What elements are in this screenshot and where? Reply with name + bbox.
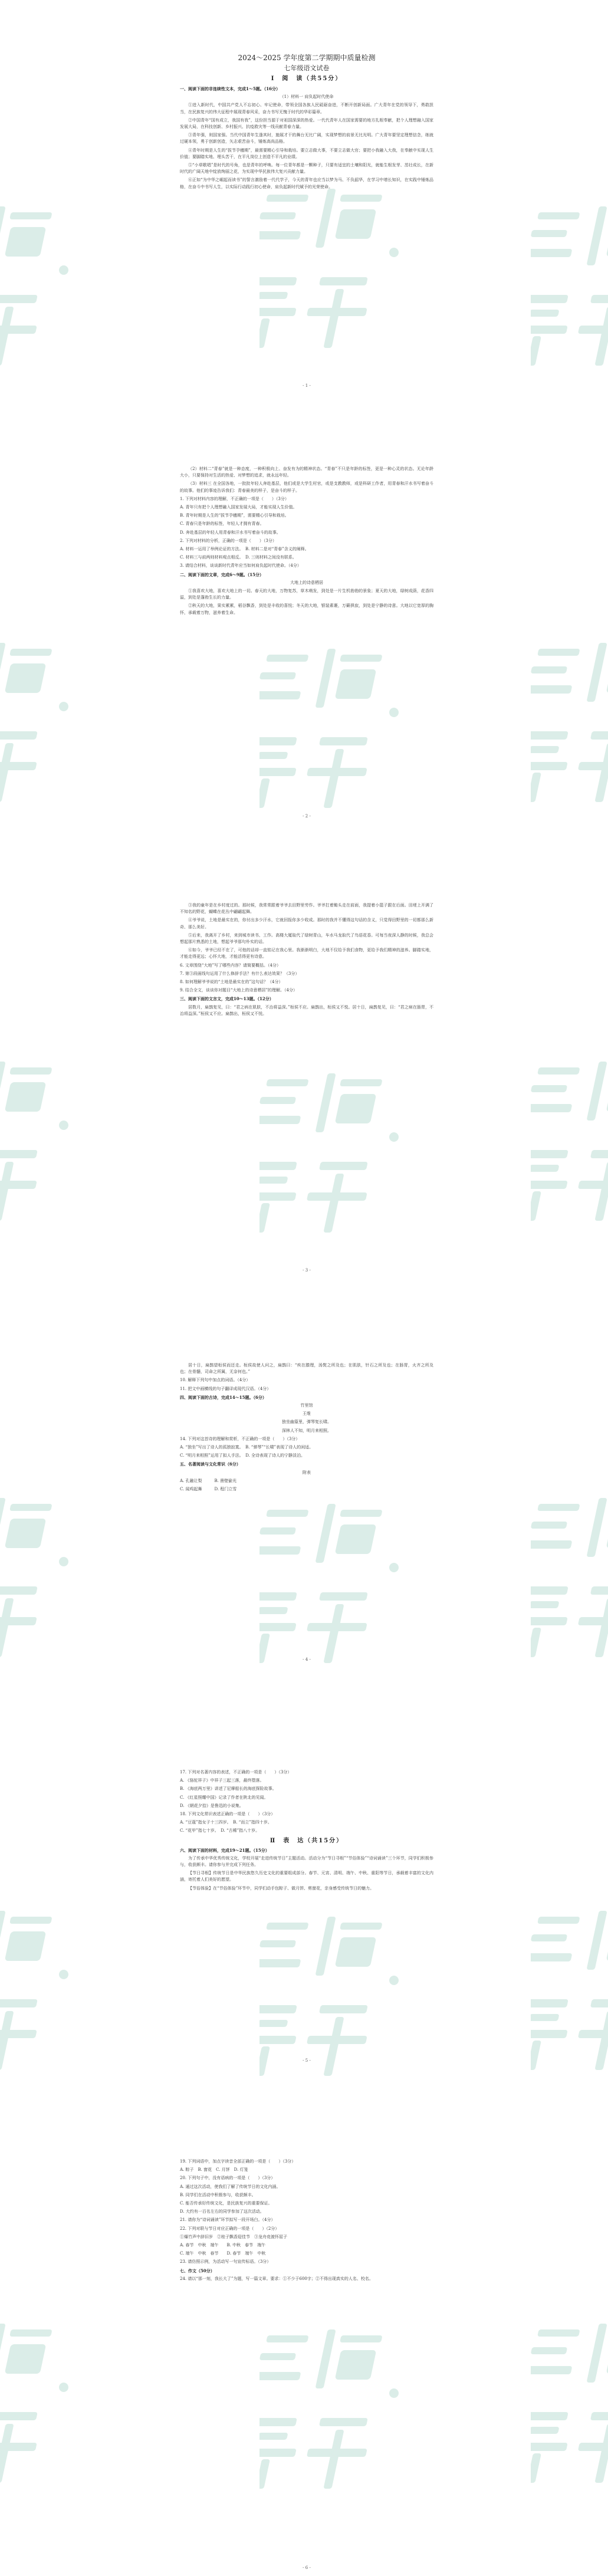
page-5-content	[180, 1769, 433, 2063]
paragraph: ①进入新时代，中国共产党人不忘初心、牢记使命，带领全国各族人民砥砺奋进，不断开创新局面。广大青年在党的领导下，勇敢担当，在民族复兴的伟大征程中展现青春风采，奋力书写无愧于时代的华彩篇章。	[180, 103, 433, 114]
paragraph: 居十日，扁鹊望桓侯而还走。桓侯故使人问之，扁鹊曰：“疾在腠理，汤熨之所及也；在肌肤，针石之所及也；在肠胃，火齐之所及也；在骨髓，司命之所属，无奈何也。”	[180, 1363, 433, 1375]
paragraph: Ⅱ 表 达（共15分）	[270, 1837, 344, 1844]
paragraph: （2）材料二“青春”就是一种态度，一种积极向上、奋发有为的精神状态。“青春”不只是年龄的标签，更是一种心灵的状态。无论年龄大小，只要保持对生活的热爱、对梦想的追求，就永远年轻。	[180, 466, 433, 478]
paragraph: C. 端午 中秋 春节 D. 春节 端午 中秋	[180, 2251, 266, 2256]
paragraph: A. 《骆驼祥子》中祥子三起三落，最终堕落。	[180, 1778, 264, 1783]
paragraph: ③我的童年是在乡村度过的。那时候，我常常跟着爷爷去田野里劳作。爷爷扛着锄头走在前面，我提着小篮子跟在后面。田埂上开满了不知名的野花，蝴蝶在花丛中翩翩起舞。	[180, 903, 433, 915]
page-number: - 4 -	[303, 1657, 311, 1662]
watermark-logo	[0, 2312, 83, 2489]
page-number: - 2 -	[303, 814, 311, 819]
paragraph: ③青年强，则国家强。当代中国青年生逢其时，施展才干的舞台无比广阔，实现梦想的前景无比光明。广大青年要坚定理想信念，练就过硬本领，勇于创新创造，矢志艰苦奋斗，锤炼高尚品格。	[180, 133, 433, 144]
watermark-logo	[531, 1899, 608, 2076]
paragraph: A. 通过这次活动，使我们了解了传统节日的文化内涵。	[180, 2184, 281, 2189]
watermark-logo	[531, 631, 608, 808]
paragraph: （3）材料三 在全国各地，一批批年轻人奔赴基层，他们或是大学生村官，或是支教教师，或是科研工作者，用青春和汗水书写着奋斗的故事。他们的事迹告诉我们：青春最美的样子，是奋斗的样子。	[180, 481, 433, 493]
paragraph: 8. 如何理解爷爷说的“土地是最实在的”这句话？（4分）	[180, 980, 283, 985]
paragraph: C. 《红星照耀中国》记录了作者在陕北的见闻。	[180, 1795, 268, 1800]
paragraph: 为了传承中华优秀传统文化，学校开展“走进传统节日”主题活动。活动分为“节日寻根”“节俗体验”“诗词诵读”三个环节，同学们积极参与，收获颇丰。请你参与并完成下列任务。	[180, 1855, 433, 1868]
question-heading: 六、阅读下面的材料，完成19～21题。（15分）	[180, 1847, 270, 1853]
paragraph: 【节日寻根】传统节日是中华民族悠久历史文化的重要组成部分。春节、元宵、清明、端午、中秋、重阳等节日，承载着丰富的文化内涵，寄托着人们美好的愿望。	[180, 1871, 433, 1882]
page-5-paragraphs	[180, 1769, 433, 1892]
paragraph: B. 青年时期是人生的“拔节孕穗期”，需要精心引导和栽培。	[180, 513, 289, 518]
page-number: - 6 -	[303, 2565, 311, 2570]
paragraph: D. 大约有一百名左右的同学参加了这次活动。	[180, 2209, 264, 2214]
paragraph: 10. 解释下列句中加点的词语。（4分）	[180, 1378, 251, 1383]
page-3-paragraphs	[180, 902, 433, 1017]
paragraph: C. 青春只是年龄的标签，年轻人才拥有青春。	[180, 521, 264, 527]
paragraph: B. 同学们在活动中积极参与，收获颇丰。	[180, 2192, 256, 2197]
question-heading: 一、阅读下面的非连续性文本，完成1～5题。（16分）	[180, 86, 280, 91]
paragraph: 居数月，扁鹊复见，曰：“君之病在肌肤，不治将益深。”桓侯不应。扁鹊出，桓侯又不悦。居十日，扁鹊复见，曰：“君之病在肠胃，不治将益深。”桓侯又不应。扁鹊出，桓侯又不悦。	[180, 1004, 433, 1016]
watermark-logo	[259, 1905, 413, 2082]
paragraph: 14. 下列对这首诗的理解和赏析，不正确的一项是（ ）（3分）	[180, 1436, 300, 1441]
question-heading: 五、名著阅读与文化常识（6分）	[180, 1461, 241, 1467]
paragraph: D. 奔赴基层的年轻人用青春和汗水书写着奋斗的故事。	[180, 530, 281, 535]
watermark-logo	[0, 1050, 83, 1227]
page-6-content	[180, 2158, 433, 2570]
paragraph: 1. 下列对材料内容的理解，不正确的一项是（ ）（3分）	[180, 496, 289, 501]
paragraph: 竹里馆	[300, 1403, 313, 1408]
page-number: - 3 -	[303, 1268, 311, 1273]
watermark-logo	[0, 1899, 83, 2076]
paragraph: 6. 文章围绕“大地”写了哪些内容？请简要概括。（4分）	[180, 962, 281, 968]
paragraph: ①爆竹声中辞旧岁 ②桂子飘香迎佳节 ③龙舟竞渡怀屈子	[180, 2234, 287, 2239]
paragraph: （1）材料一 肩负起时代使命	[280, 94, 334, 100]
page-1-content	[180, 53, 433, 388]
watermark-logo	[0, 1486, 83, 1663]
watermark-logo	[259, 177, 413, 354]
watermark-logo	[0, 195, 83, 372]
paragraph: ⑥正如“为中华之崛起而读书”的誓言激励着一代代学子，今天的青年也应当以梦为马、不负韶华，在学习中增长知识，在实践中锤炼品格，在奋斗中书写人生，以实际行动践行初心使命，肩负起新时代赋予的光荣使命。	[180, 178, 433, 189]
page-2-paragraphs	[180, 466, 433, 616]
paragraph: ⑤“小草歌唱”是时代的号角，也是青年的呼唤。每一位青年都是一颗种子，只要有适宜的土壤和阳光，就能生根发芽、茁壮成长，在新时代的广阔天地中绽放绚丽之花，为实现中华民族伟大复兴贡献力量。	[180, 163, 433, 175]
page-6-paragraphs	[180, 2158, 433, 2282]
paragraph: 大地上的诗意栖居	[290, 580, 323, 585]
paragraph: A. “独坐”写出了诗人的孤独寂寞。 B. “弹琴”“长啸”表现了诗人的闲适。	[180, 1445, 314, 1450]
paragraph: ④爷爷说，土地是最实在的，你付出多少汗水，它就回报你多少收成。那时的我并不懂得这句话的含义，只觉得田野里的一切都那么新奇、那么美好。	[180, 918, 433, 929]
paragraph: 18. 下列文化常识表述正确的一项是（ ）（3分）	[180, 1812, 275, 1817]
question-heading: 二、阅读下面的文章，完成6～9题。（15分）	[180, 571, 264, 577]
watermark-logo	[531, 2312, 608, 2489]
paragraph: 【节俗体验】在“节俗体验”环节中，同学们动手包粽子、做月饼、剪窗花，亲身感受传统节日的魅力。	[188, 1885, 374, 1891]
paragraph: 3. 请结合材料，谈谈新时代青年应当如何肩负起时代使命。（4分）	[180, 563, 301, 569]
paragraph: ①我喜欢大地，喜欢大地上的一切。春天的大地，万物复苏，草木萌发，到处是一片生机勃勃的景象；夏天的大地，绿树成荫，花香四溢，到处是蓬勃生长的力量。	[180, 589, 433, 600]
question-heading: 三、阅读下面的文言文，完成10～13题。（12分）	[180, 996, 274, 1002]
paragraph: 深林人不知，明月来相照。	[282, 1428, 331, 1433]
paragraph: 独坐幽篁里，弹琴复长啸。	[282, 1420, 331, 1425]
watermark-logo	[259, 1492, 413, 1669]
paragraph: 7. 第③段画线句运用了什么修辞手法？有什么表达效果？（3分）	[180, 971, 300, 976]
paragraph: ②秋天的大地，果实累累，稻谷飘香，到处是丰收的喜悦；冬天的大地，银装素裹，万籁俱寂，到处是宁静的诗意。大地以它宽厚的胸怀，承载着万物，滋养着生命。	[180, 603, 433, 615]
paragraph: C. “明月来相照”运用了拟人手法。 D. 全诗表现了诗人的宁静淡泊。	[180, 1453, 305, 1458]
page-2-content	[180, 466, 433, 819]
paragraph: 9. 结合全文，谈谈你对题目“大地上的诗意栖居”的理解。（4分）	[180, 988, 298, 993]
page-4-paragraphs	[180, 1362, 433, 1493]
paragraph: A. “豆蔻”指女子十三四岁。 B. “而立”指四十岁。	[180, 1820, 272, 1825]
paragraph: 24. 请以“那一刻，我长大了”为题，写一篇文章。要求：①不少于600字；②不得出现真实的人名、校名。	[180, 2276, 373, 2281]
paragraph: 20. 下列句子中，没有语病的一项是（ ）（3分）	[180, 2176, 275, 2181]
paragraph: C. 能否传承好传统文化，是民族复兴的重要保证。	[180, 2201, 272, 2206]
paragraph: C. 闻鸡起舞 D. 程门立雪	[180, 1487, 237, 1492]
paragraph: 王维	[303, 1411, 311, 1417]
paragraph: 23. 请仿照示例，为活动写一句宣传标语。（3分）	[180, 2259, 271, 2265]
watermark-logo	[531, 195, 608, 372]
question-heading: 四、阅读下面的古诗，完成14～15题。（6分）	[180, 1394, 267, 1400]
watermark-logo	[259, 1062, 413, 1238]
paragraph: ②中国青年“国有成立，我国有我”，这份担当源于对祖国深深的热爱。一代代青年人在国家需要的地方扎根奉献，把个人理想融入国家发展大局，在科技创新、乡村振兴、抗疫救灾等一线贡献青春力量。	[180, 117, 433, 130]
watermark-logo	[531, 1486, 608, 1663]
page-number: - 5 -	[303, 2058, 311, 2063]
paragraph: C. 材料三与前两则材料观点相反。 D. 三则材料之间没有联系。	[180, 555, 297, 560]
section-reading-heading: Ⅰ 阅 读（共55分）	[271, 75, 343, 82]
paragraph: 17. 下列对名著内容的表述，不正确的一项是（ ）（3分）	[180, 1770, 292, 1775]
paragraph: ④青年时期是人生的“拔节孕穗期”，最需要精心引导和栽培。要立志做大事，不要立志做大官；要把小我融入大我，在奉献中实现人生价值；要脚踏实地、埋头苦干，在平凡岗位上创造不平凡的业绩。	[180, 147, 433, 159]
page-number: - 1 -	[303, 383, 311, 388]
paragraph: A. 粽子 B. 窗花 C. 月饼 D. 灯笼	[180, 2167, 248, 2173]
paragraph: A. 材料一运用了举例论证的方法。 B. 材料二是对“青春”含义的阐释。	[180, 547, 309, 552]
paragraph: D. 《朝花夕拾》是鲁迅的小说集。	[180, 1803, 244, 1808]
paragraph: 19. 下列词语中，加点字读音全部正确的一项是（ ）（3分）	[180, 2159, 296, 2164]
paragraph: A. 春节 中秋 端午 B. 中秋 春节 端午	[180, 2243, 266, 2248]
paragraph: A. 青年只有把个人理想融入国家发展大局，才能实现人生价值。	[180, 505, 297, 510]
exam-subtitle: 七年级语文试卷	[284, 64, 330, 72]
paragraph: A. 孔融让梨 B. 凿壁偷光	[180, 1478, 237, 1483]
watermark-logo	[259, 2318, 413, 2495]
page-1-paragraphs	[180, 86, 433, 190]
watermark-logo	[0, 631, 83, 808]
question-heading: 七、作文（50分）	[180, 2268, 215, 2273]
paragraph: 附表	[303, 1470, 311, 1475]
paragraph: ⑥如今，爷爷已经不在了，可他的话却一直铭记在我心里。我渐渐明白，大地不仅给予我们食物，更给予我们精神的滋养。脚踏实地，才能走得更远；心怀大地，才能活得更有诗意。	[180, 948, 433, 960]
paragraph: ⑤后来，我离开了乡村，来到城市读书、工作。高楼大厦取代了绿树青山，车水马龙取代了鸟语花香。可每当夜深人静的时候，我总会想起那片熟悉的土地，想起爷爷那句朴实的话。	[180, 932, 433, 945]
watermark-logo	[531, 1050, 608, 1227]
paragraph: 11. 把文中画横线的句子翻译成现代汉语。（4分）	[180, 1386, 271, 1391]
paragraph: 21. 请你为“诗词诵读”环节拟写一段开场白。（4分）	[180, 2217, 275, 2223]
page-3-content	[180, 902, 433, 1273]
paragraph: 2. 下列对材料的分析，正确的一项是（ ）（3分）	[180, 538, 277, 543]
paragraph: C. “花甲”指七十岁。 D. “古稀”指八十岁。	[180, 1828, 260, 1834]
page-4-content	[180, 1362, 433, 1662]
watermark-logo	[259, 637, 413, 814]
paragraph: 22. 下列对联与节日对应正确的一项是（ ）（2分）	[180, 2226, 280, 2231]
exam-title: 2024～2025 学年度第二学期期中质量检测	[238, 54, 376, 62]
paragraph: B. 《海底两万里》讲述了尼摩船长的海底探险故事。	[180, 1786, 277, 1792]
